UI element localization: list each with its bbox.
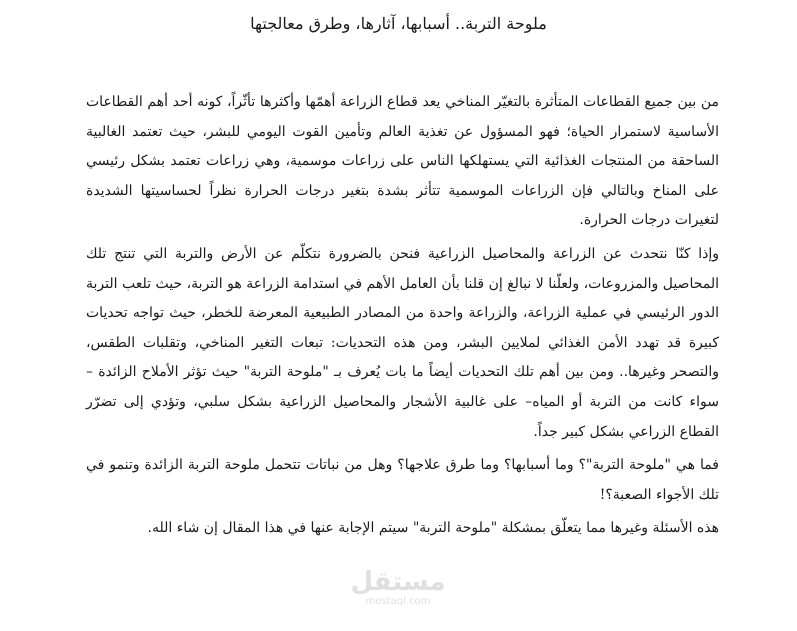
watermark-domain: mostaql.com — [365, 596, 431, 607]
paragraph-4: هذه الأسئلة وغيرها مما يتعلّق بمشكلة "ملوحة التربة" سيتم الإجابة عنها في هذا المقال إن شاء الله. — [147, 520, 719, 537]
paragraph-1: من بين جميع القطاعات المتأثرة بالتغيّر المناخي يعد قطاع الزراعة أهمّها وأكثرها تأثّراً، كونه أحد أهم القطاعات الأساسية لاستمرار الحياة؛ فهو المسؤول عن تغذية العالم وتأمين القوت اليومي للبشر، حيث تعتمد الغالبية الساحقة من المنتجات الغذائية التي يستهلكها الناس على زراعات موسمية، وهي زراعات تعتمد بشكل رئيسي على المناخ وبالتالي فإن الزراعات الموسمية تتأثر بشدة بتغير درجات الحرارة نظراً لحساسيتها الشديدة لتغيرات درجات الحرارة. — [86, 94, 720, 229]
watermark-logo — [348, 568, 448, 612]
page-title: ملوحة التربة.. أسبابها، آثارها، وطرق معالجتها — [250, 14, 547, 33]
paragraph-2: وإذا كنّا نتحدث عن الزراعة والمحاصيل الزراعية فنحن بالضرورة نتكلّم عن الأرض والتربة التي تنتج تلك المحاصيل والمزروعات، ولعلّنا لا نبالغ إن قلنا بأن العامل الأهم في استدامة الزراعة هو التربة، حيث تلعب التربة الدور الرئيسي في عملية الزراعة، والزراعة واحدة من المصادر الطبيعية المعرضة للخطر، حيث تواجه تحديات كبيرة قد تهدد الأمن الغذائي لملايين البشر، ومن هذه التحديات: تبعات التغير المناخي، وتقلبات الطقس، والتصحر وغيرها.. ومن بين أهم تلك التحديات أيضاً ما بات يُعرف بـ "ملوحة التربة" حيث تؤثر الأملاح الزائدة –سواء كانت من التربة أو المياه– على غالبية الأشجار والمحاصيل الزراعية بشكل سلبي، وتؤدي إلى تضرّر القطاع الزراعي بشكل كبير جداً. — [86, 245, 719, 440]
watermark-brand: مستقل — [350, 567, 446, 597]
article-body — [86, 88, 719, 548]
paragraph-3: فما هي "ملوحة التربة"؟ وما أسبابها؟ وما طرق علاجها؟ وهل من نباتات تتحمل ملوحة التربة الزائدة وتنمو في تلك الأجواء الصعبة؟! — [86, 457, 720, 503]
